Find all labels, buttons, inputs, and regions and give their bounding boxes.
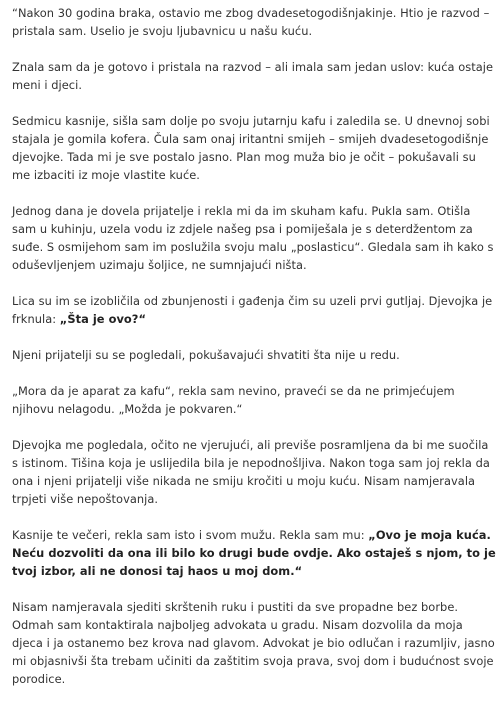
paragraph-5-quote: „Šta je ovo?“ (59, 312, 146, 326)
paragraph-9-quote: „Ovo je moja kuća. Neću dozvoliti da ona ili bilo ko drugi bude ovdje. Ako ostaješ s njom, to je tvoj izbor, ali ne donosi taj haos u moj dom.“ (12, 528, 496, 578)
article-body (12, 4, 496, 706)
paragraph-6: Njeni prijatelji su se pogledali, pokušavajući shvatiti šta nije u redu. (12, 348, 400, 362)
paragraph-2: Znala sam da je gotovo i pristala na razvod – ali imala sam jedan uslov: kuća ostaje meni i djeci. (12, 60, 494, 92)
paragraph-5 (12, 292, 496, 328)
paragraph-7: „Mora da je aparat za kafu“, rekla sam nevino, praveći se da ne primjećujem njihovu nelagodu. „Možda je pokvaren.“ (12, 384, 455, 416)
paragraph-8: Djevojka me pogledala, očito ne vjerujući, ali previše posramljena da bi me suočila s istinom. Tišina koja je uslijedila bila je nepodnošljiva. Nakon toga sam joj rekla da ona i njeni prijatelji više nikada ne smiju kročiti u moju kuću. Nisam namjeravala trpjeti više nepoštovanja. (12, 438, 490, 506)
paragraph-1: “Nakon 30 godina braka, ostavio me zbog dvadesetogodišnjakinje. Htio je razvod – pristala sam. Uselio je svoju ljubavnicu u našu kuću. (12, 6, 490, 38)
paragraph-5-text: Lica su im se izobličila od zbunjenosti i gađenja čim su uzeli prvi gutljaj. Djevojka je frknula: (12, 294, 493, 326)
paragraph-9-text: Kasnije te večeri, rekla sam isto i svom mužu. Rekla sam mu: (12, 528, 369, 542)
paragraph-10: Nisam namjeravala sjediti skrštenih ruku i pustiti da sve propadne bez borbe. Odmah sam kontaktirala najboljeg advokata u gradu. Nisam dozvolila da moja djeca i ja ostanemo bez krova nad glavom. Advokat je bio odlučan i razumljiv, jasno mi objasnivši šta trebam učiniti da zaštitim svoja prava, svoj dom i budućnost svoje porodice. (12, 600, 495, 686)
paragraph-3: Sedmicu kasnije, sišla sam dolje po svoju jutarnju kafu i zaledila se. U dnevnoj sobi stajala je gomila kofera. Čula sam onaj iritantni smijeh – smijeh dvadesetogodišnje djevojke. Tada mi je sve postalo jasno. Plan mog muža bio je očit – pokušavali su me izbaciti iz moje vlastite kuće. (12, 114, 490, 182)
paragraph-4: Jednog dana je dovela prijatelje i rekla mi da im skuham kafu. Pukla sam. Otišla sam u kuhinju, uzela vodu iz zdjele našeg psa i pomiješala je s deterdžentom za suđe. S osmijehom sam im poslužila svoju malu „poslasticu“. Gledala sam ih kako s oduševljenjem uzimaju šoljice, ne sumnjajući ništa. (12, 204, 494, 272)
paragraph-9 (12, 526, 496, 580)
